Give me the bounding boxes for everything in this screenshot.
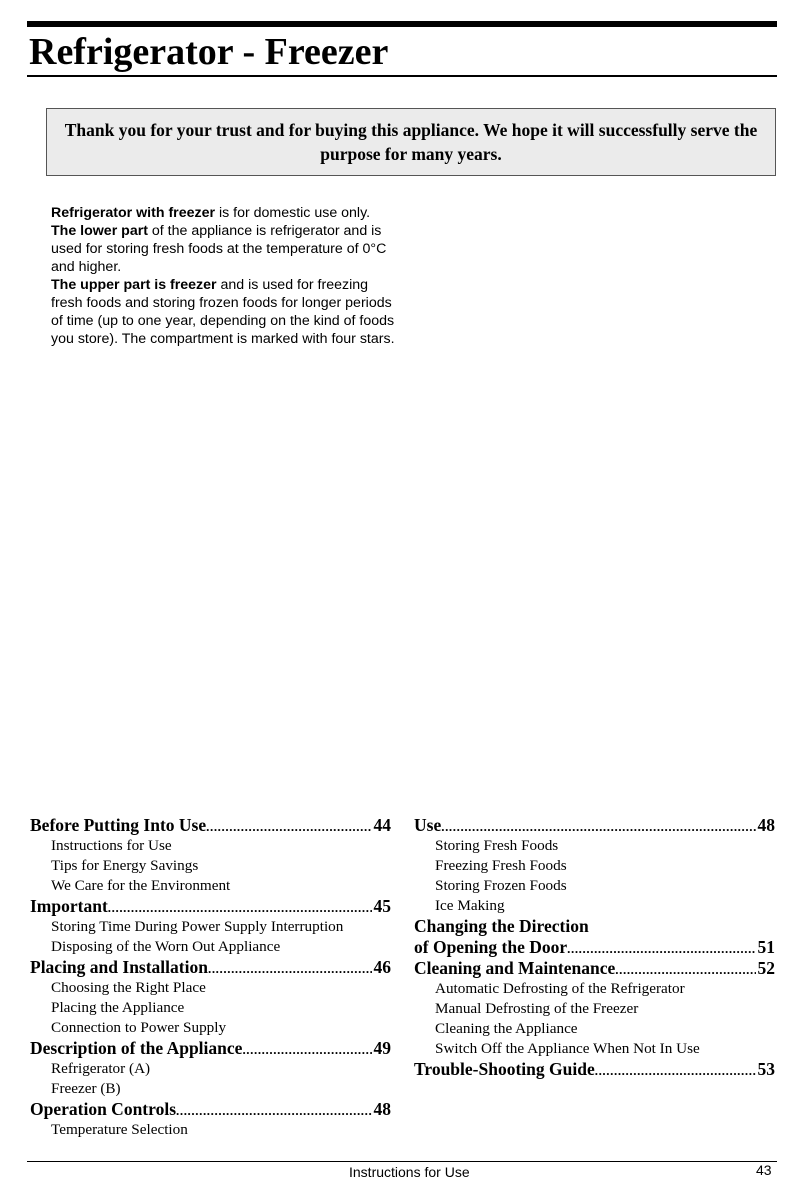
toc-subitem: Storing Frozen Foods	[435, 877, 567, 894]
toc-section	[414, 815, 775, 836]
toc-dot-leader	[441, 820, 755, 833]
toc-section	[414, 958, 775, 979]
toc-subitem: Storing Fresh Foods	[435, 837, 559, 854]
toc-subitem: Switch Off the Appliance When Not In Use	[435, 1040, 700, 1057]
toc-subitem: We Care for the Environment	[51, 877, 231, 894]
toc-section-title: Trouble-Shooting Guide	[414, 1059, 595, 1079]
toc-page-number: 44	[373, 815, 391, 835]
top-rule	[27, 21, 777, 27]
toc-section	[30, 1038, 391, 1059]
intro-normal: of the appliance is refrigerator and is used for storing fresh foods at the temperature of 0°C and higher.	[51, 223, 387, 275]
toc-subitem: Tips for Energy Savings	[51, 857, 199, 874]
intro-bold: The upper part is freezer	[51, 277, 217, 293]
toc-section-title: Description of the Appliance	[30, 1038, 243, 1058]
toc-subitem: Disposing of the Worn Out Appliance	[51, 938, 281, 955]
page-title: Refrigerator - Freezer	[29, 31, 389, 73]
toc-section	[414, 1059, 775, 1080]
toc-subitem: Freezer (B)	[51, 1080, 121, 1097]
title-rule	[27, 75, 777, 77]
toc-page-number: 51	[757, 937, 775, 957]
toc-dot-leader	[108, 901, 372, 914]
toc-page-number: 53	[757, 1059, 775, 1079]
toc-dot-leader	[208, 962, 372, 975]
intro-paragraph	[51, 204, 396, 222]
toc-section-title: Operation Controls	[30, 1099, 176, 1119]
intro-normal: and is used for freezing fresh foods and storing frozen foods for longer periods of time (up to one year, depending on the kind of foods you store). The compartment is marked with four stars.	[51, 277, 395, 347]
toc-section	[30, 896, 391, 917]
toc-dot-leader	[567, 942, 755, 955]
toc-subitem: Manual Defrosting of the Freezer	[435, 1000, 639, 1017]
toc-section-title: Important	[30, 896, 108, 916]
toc-page-number: 49	[373, 1038, 391, 1058]
toc-section-title: Changing the Direction	[414, 916, 589, 936]
toc-section-title: Cleaning and Maintenance	[414, 958, 616, 978]
toc-subitem: Choosing the Right Place	[51, 979, 206, 996]
toc-subitem: Refrigerator (A)	[51, 1060, 151, 1077]
toc-dot-leader	[242, 1043, 371, 1056]
toc-section	[30, 815, 391, 836]
footer-rule	[27, 1161, 777, 1162]
toc-subitem: Connection to Power Supply	[51, 1019, 227, 1036]
intro-bold: Refrigerator with freezer	[51, 205, 215, 221]
toc-section-title: Use	[414, 815, 442, 835]
toc-dot-leader	[615, 963, 755, 976]
toc-section-title: Placing and Installation	[30, 957, 208, 977]
toc-section-title: Before Putting Into Use	[30, 815, 207, 835]
intro-bold: The lower part	[51, 223, 148, 239]
toc-subitem: Temperature Selection	[51, 1121, 188, 1138]
toc-subitem: Automatic Defrosting of the Refrigerator	[435, 980, 685, 997]
intro-paragraph	[51, 276, 396, 348]
toc-subitem: Placing the Appliance	[51, 999, 185, 1016]
toc-subitem: Storing Time During Power Supply Interruption	[51, 918, 344, 935]
toc-right-column	[414, 815, 775, 1080]
toc-section	[30, 1099, 391, 1120]
toc-page-number: 48	[373, 1099, 391, 1119]
toc-subitem: Instructions for Use	[51, 837, 172, 854]
toc-page-number: 46	[373, 957, 391, 977]
toc-section	[414, 937, 775, 958]
toc-left-column	[30, 815, 391, 1140]
intro-paragraph	[51, 222, 396, 276]
toc-page-number: 48	[757, 815, 775, 835]
toc-dot-leader	[176, 1104, 372, 1117]
thank-you-box	[46, 108, 776, 176]
toc-page-number: 52	[757, 958, 775, 978]
toc-dot-leader	[206, 820, 371, 833]
toc-section-title: of Opening the Door	[414, 937, 568, 957]
toc-page-number: 45	[373, 896, 391, 916]
toc-section	[414, 916, 775, 937]
intro-text	[51, 204, 396, 348]
thank-you-text: Thank you for your trust and for buying this appliance. We hope it will successfully serve the purpose for many years.	[64, 120, 758, 164]
page-number: 43	[756, 1162, 772, 1178]
intro-normal: is for domestic use only.	[215, 205, 371, 221]
toc-subitem: Freezing Fresh Foods	[435, 857, 567, 874]
toc-section	[30, 957, 391, 978]
toc-subitem: Cleaning the Appliance	[435, 1020, 578, 1037]
toc-dot-leader	[595, 1064, 756, 1077]
footer-text: Instructions for Use	[349, 1164, 470, 1180]
toc-subitem: Ice Making	[435, 897, 505, 914]
